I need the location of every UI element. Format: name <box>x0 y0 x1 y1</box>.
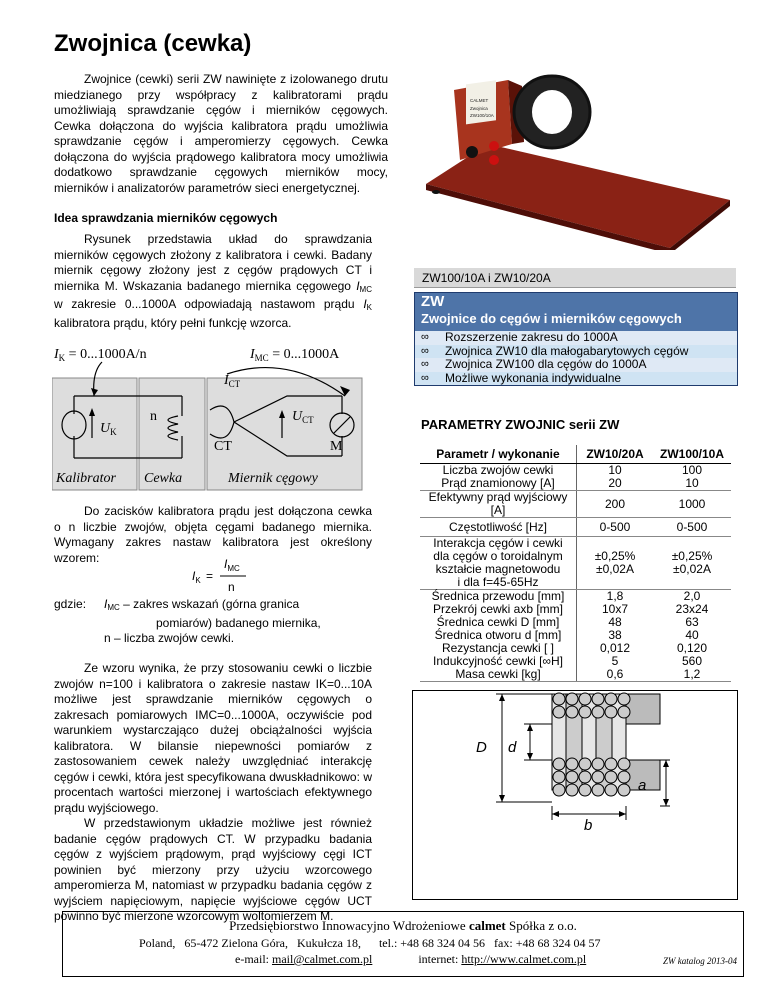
svg-text:n: n <box>150 409 157 424</box>
col-header: ZW100/10A <box>653 445 731 464</box>
section-title: Idea sprawdzania mierników cęgowych <box>54 211 278 225</box>
col-header: Parametr / wykonanie <box>420 445 577 464</box>
list-item: ∞ Zwojnica ZW10 dla małogabarytowych cęgów <box>415 345 737 359</box>
footer <box>62 911 744 977</box>
svg-text:IMC: $I_{MC}$ <box>224 557 240 573</box>
svg-text:Kalibrator: Kalibrator <box>56 471 116 486</box>
table-row: Częstotliwość [Hz] 0-500 0-500 <box>420 518 731 537</box>
feature-list <box>415 331 737 385</box>
intro-paragraph <box>54 72 388 196</box>
svg-text:IMC = 0...1000A: $I_{MC} = 0...1000A$ <box>250 347 340 363</box>
page-title: Zwojnica (cewka) <box>54 30 252 57</box>
svg-text:UK: $U_K$ <box>100 421 117 437</box>
footer-company: Przedsiębiorstwo Innowacyjno Wdrożeniowe calmet Spółka z o.o. <box>229 918 577 933</box>
footer-address: Poland, 65-472 Zielona Góra, Kukułcza 18, tel.: +48 68 324 04 56 fax: +48 68 324 04 57 <box>139 936 601 950</box>
coil-cross-section <box>412 690 738 900</box>
table-row: Średnica przewodu [mm] Przekrój cewki axb [mm] Średnica cewki D [mm] Średnica otworu d [mm] Rezystancja cewki [ ] Indukcyjność cewki [∞H] Masa cewki [kg] 1,8 10x7 48 38 0,012 5 0,6 2,0 23x24 63 40 0,120 560 1,2 <box>420 590 731 682</box>
table-row: Efektywny prąd wyjściowy [A] 200 1000 <box>420 491 731 518</box>
list-item: ∞ Zwojnica ZW100 dla cęgów do 1000A <box>415 358 737 372</box>
svg-text:d: d <box>508 739 517 756</box>
conclusion-paragraph: Ze wzoru wynika, że przy stosowaniu cewki o liczbie zwojów n=100 i kalibratora o zakresie nastaw IK=0...10A możliwe jest sprawdzanie mierników cęgowych o zakresach pomiarowych IMC=0...1000A, oczywiście pod warunkiem wystarczająco dużej obciążalności wyjścia kalibratora. W bilansie niepewności pomiarów z zastosowaniem cewek należy uwzględniać interakcję cęgów i cewki, która jest specyfikowana dwuskładnikowo: w procentach wartości mierzonej i wartościach efektywnego prądu wyjściowego. W przedstawionym układzie możliwe jest również badanie cęgów prądowych CT. W przypadku badania cęgów z wyjściem prądowym, prąd wyjściowy cęgi ICT powinien być mierzony przy użyciu wzorcowego amperomierza M, natomiast w przypadku badania cęgów z wyjściem napięciowym, napięcie wyjściowe cęgów UCT powinno być mierzone wzorcowym woltomierzem M. <box>54 661 372 923</box>
email-link[interactable]: mail@calmet.com.pl <box>271 952 373 966</box>
svg-text:Miernik cęgowy: Miernik cęgowy <box>228 471 318 486</box>
product-photo <box>412 72 730 250</box>
product-box-title: ZW Zwojnice do cęgów i mierników cęgowych <box>415 293 737 331</box>
svg-text:=: = <box>206 569 214 583</box>
col-header: ZW10/20A <box>577 445 654 464</box>
svg-text:D: D <box>476 739 487 756</box>
idea-text: Rysunek przedstawia układ do sprawdzania mierników cęgowych złożony z kalibratora i cewki. Badany miernik cęgowy złożony jest z cęgów prądowych CT i miernika M. Wskazania badanego miernika cęgowego $I_{MC}$ w zakresie 0...1000A odpowiadają nastawom prądu $I_K$ kalibratora prądu, który pełni funkcję wzorca. <box>54 232 372 330</box>
svg-text:IK = 0...1000A/n: $I_K = 0...1000A/n$ <box>54 347 147 363</box>
svg-text:ZW100/10A: ZW100/10A <box>470 113 494 118</box>
formula <box>190 556 250 596</box>
idea-paragraph <box>54 232 372 331</box>
circuit-diagram <box>52 338 386 498</box>
models-header: ZW100/10A i ZW10/20A <box>414 268 736 288</box>
table-header-row <box>420 445 731 464</box>
svg-text:Zwojnica: Zwojnica <box>470 106 488 111</box>
svg-text:CT: CT <box>214 439 232 454</box>
svg-text:M: M <box>330 439 343 454</box>
svg-text:n: n <box>228 580 235 594</box>
product-box <box>414 292 738 386</box>
table-row: Interakcja cęgów i cewki dla cęgów o toroidalnym kształcie magnetowodu i dla f=45-65Hz ±0,25% ±0,02A ±0,25% ±0,02A <box>420 537 731 590</box>
footer-contact: e-mail: mail@calmet.com.pl internet: http://www.calmet.com.pl <box>235 952 587 966</box>
svg-text:IK: $I_K$ <box>192 569 201 585</box>
svg-text:UCT: $U_{CT}$ <box>292 409 314 425</box>
params-table <box>420 445 731 682</box>
svg-text:a: a <box>638 777 647 794</box>
svg-text:ICT: $I_{CT}$ <box>224 373 241 389</box>
where-block: gdzie: $I_{MC}$ – zakres wskazań (górna granica pomiarów) badanego miernika, n – liczba zwojów cewki. <box>54 597 321 645</box>
svg-text:b: b <box>584 817 593 834</box>
svg-text:CALMET: CALMET <box>470 98 489 103</box>
intro-text: Zwojnice (cewki) serii ZW nawinięte z izolowanego drutu miedzianego przy współpracy z kalibratorami prądu umożliwiają sprawdzanie cęgów i mierników cęgowych. Cewka dołączona do wyjścia kalibratora prądu umożliwia sprawdzanie cęgów i amperomierzy cęgowych. Cewka dołączona do wyjścia prądowego kalibratora mocy umożliwia dodatkowo sprawdzanie cęgowych mierników mocy, mierników i analizatorów parametrów sieci energetycznej. <box>54 72 388 195</box>
list-item: ∞ Rozszerzenie zakresu do 1000A <box>415 331 737 345</box>
svg-text:Cewka: Cewka <box>144 471 183 486</box>
params-title: PARAMETRY ZWOJNIC serii ZW <box>421 417 620 432</box>
catalog-code: ZW katalog 2013-04 <box>663 956 737 966</box>
list-item: ∞ Możliwe wykonania indywidualne <box>415 372 737 386</box>
formula-intro: Do zacisków kalibratora prądu jest dołączona cewka o n liczbie zwojów, objęta cęgami badanego miernika. Wymagany zakres nastaw kalibratora jest określony wzorem: <box>54 504 372 565</box>
website-link[interactable]: http://www.calmet.com.pl <box>461 952 587 966</box>
table-row: Liczba zwojów cewki Prąd znamionowy [A] 10 20 100 10 <box>420 464 731 491</box>
